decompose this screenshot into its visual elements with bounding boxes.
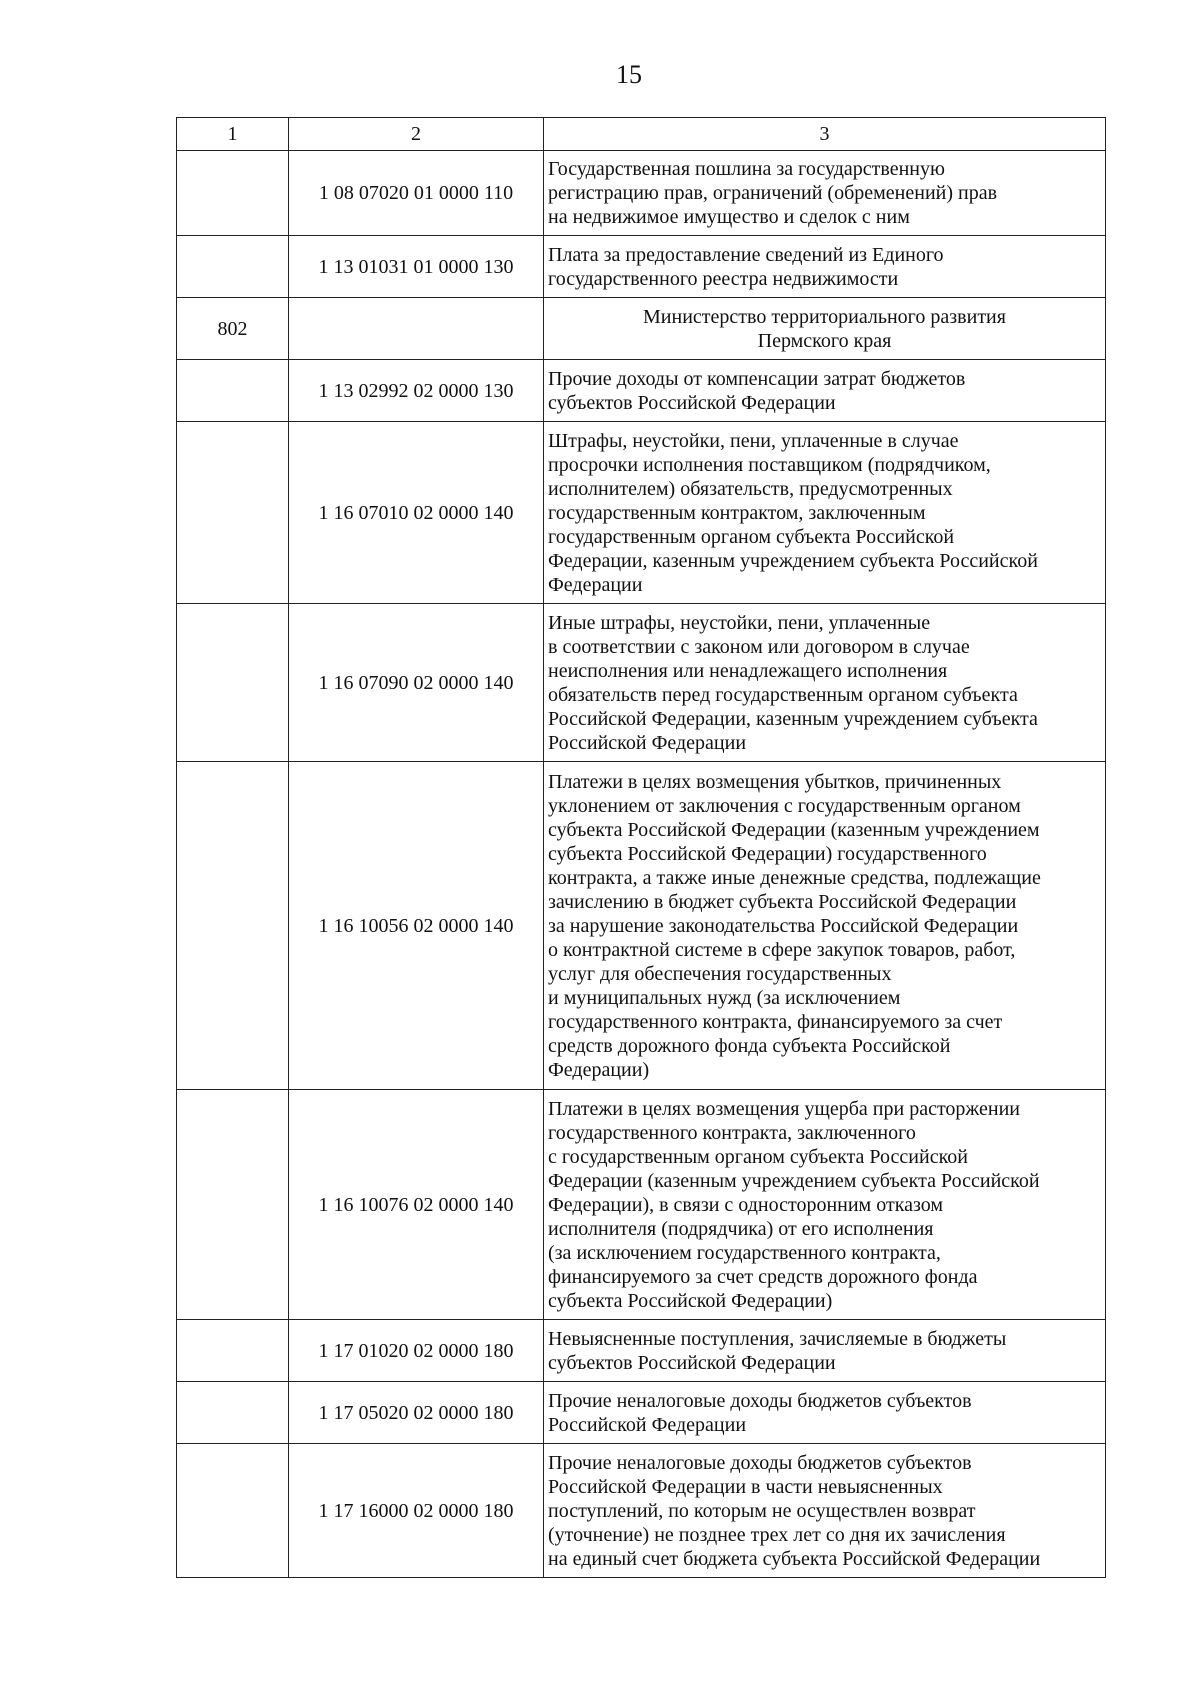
table-row: [177, 1090, 1106, 1320]
cell-admin-code: [177, 604, 289, 762]
revenue-codes-table: [176, 117, 1106, 1578]
header-col-1: 1: [177, 118, 289, 151]
table-row: [177, 422, 1106, 604]
cell-budget-code: 1 08 07020 01 0000 110: [289, 151, 544, 236]
cell-admin-code: [177, 1320, 289, 1382]
cell-admin-code: [177, 1090, 289, 1320]
cell-revenue-name: Иные штрафы, неустойки, пени, уплаченные в соответствии с законом или договором в случае неисполнения или ненадлежащего исполнения обязательств перед государственным органом субъекта Российской Федерации, казенным учреждением субъекта Российской Федерации: [544, 604, 1106, 762]
table-row-organization: [177, 298, 1106, 360]
cell-revenue-name: Прочие неналоговые доходы бюджетов субъектов Российской Федерации в части невыясненных поступлений, по которым не осуществлен возврат (уточнение) не позднее трех лет со дня их зачисления на единый счет бюджета субъекта Российской Федерации: [544, 1444, 1106, 1578]
cell-budget-code: 1 16 07090 02 0000 140: [289, 604, 544, 762]
cell-revenue-name: Прочие доходы от компенсации затрат бюджетов субъектов Российской Федерации: [544, 360, 1106, 422]
cell-budget-code: 1 13 02992 02 0000 130: [289, 360, 544, 422]
table-row: [177, 1382, 1106, 1444]
cell-budget-code: 1 16 10076 02 0000 140: [289, 1090, 544, 1320]
cell-revenue-name: Штрафы, неустойки, пени, уплаченные в случае просрочки исполнения поставщиком (подрядчиком, исполнителем) обязательств, предусмотренных государственным контрактом, заключенным государственным органом субъекта Российской Федерации, казенным учреждением субъекта Российской Федерации: [544, 422, 1106, 604]
cell-admin-code: [177, 1444, 289, 1578]
table-row: [177, 236, 1106, 298]
table-row: [177, 762, 1106, 1090]
cell-budget-code: 1 17 05020 02 0000 180: [289, 1382, 544, 1444]
header-col-3: 3: [544, 118, 1106, 151]
cell-budget-code: [289, 298, 544, 360]
header-col-2: 2: [289, 118, 544, 151]
cell-admin-code: 802: [177, 298, 289, 360]
page-number: 15: [616, 60, 642, 89]
cell-budget-code: 1 16 07010 02 0000 140: [289, 422, 544, 604]
table-row: [177, 1320, 1106, 1382]
cell-revenue-name: Государственная пошлина за государственную регистрацию прав, ограничений (обременений) прав на недвижимое имущество и сделок с ним: [544, 151, 1106, 236]
cell-budget-code: 1 13 01031 01 0000 130: [289, 236, 544, 298]
table-row: [177, 151, 1106, 236]
cell-revenue-name: Платежи в целях возмещения ущерба при расторжении государственного контракта, заключенного с государственным органом субъекта Российской Федерации (казенным учреждением субъекта Российской Федерации), в связи с односторонним отказом исполнителя (подрядчика) от его исполнения (за исключением государственного контракта, финансируемого за счет средств дорожного фонда субъекта Российской Федерации): [544, 1090, 1106, 1320]
table-row: [177, 360, 1106, 422]
cell-revenue-name: Плата за предоставление сведений из Единого государственного реестра недвижимости: [544, 236, 1106, 298]
cell-revenue-name: Невыясненные поступления, зачисляемые в бюджеты субъектов Российской Федерации: [544, 1320, 1106, 1382]
cell-budget-code: 1 16 10056 02 0000 140: [289, 762, 544, 1090]
cell-revenue-name: Прочие неналоговые доходы бюджетов субъектов Российской Федерации: [544, 1382, 1106, 1444]
cell-budget-code: 1 17 01020 02 0000 180: [289, 1320, 544, 1382]
cell-admin-code: [177, 360, 289, 422]
cell-admin-code: [177, 422, 289, 604]
table-row: [177, 604, 1106, 762]
table-row: [177, 1444, 1106, 1578]
cell-organization-name: Министерство территориального развития Пермского края: [544, 298, 1106, 360]
cell-admin-code: [177, 1382, 289, 1444]
cell-admin-code: [177, 762, 289, 1090]
cell-admin-code: [177, 236, 289, 298]
cell-revenue-name: Платежи в целях возмещения убытков, причиненных уклонением от заключения с государственным органом субъекта Российской Федерации (казенным учреждением субъекта Российской Федерации) государственного контракта, а также иные денежные средства, подлежащие зачислению в бюджет субъекта Российской Федерации за нарушение законодательства Российской Федерации о контрактной системе в сфере закупок товаров, работ, услуг для обеспечения государственных и муниципальных нужд (за исключением государственного контракта, финансируемого за счет средств дорожного фонда субъекта Российской Федерации): [544, 762, 1106, 1090]
table-header-row: [177, 118, 1106, 151]
cell-admin-code: [177, 151, 289, 236]
cell-budget-code: 1 17 16000 02 0000 180: [289, 1444, 544, 1578]
